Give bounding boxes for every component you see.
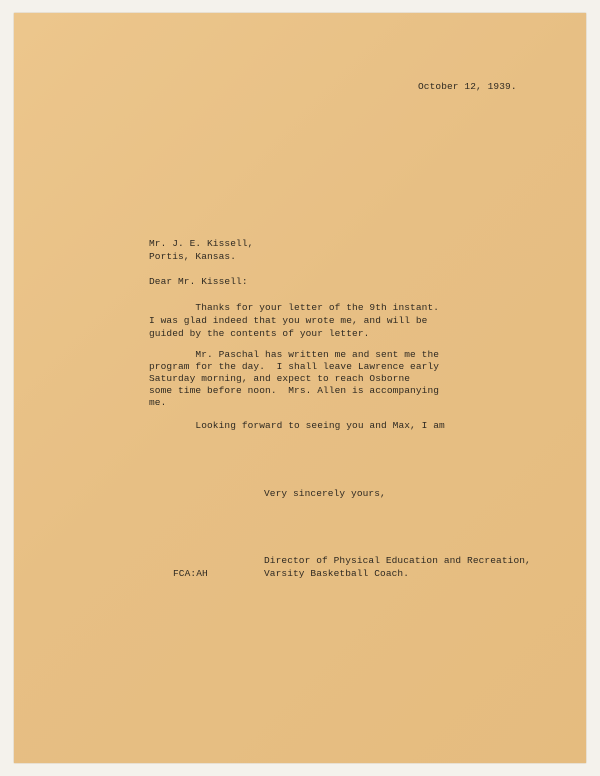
paragraph-2-line-1: Mr. Paschal has written me and sent me the: [149, 349, 440, 360]
paragraph-2-line-5: me.: [149, 397, 167, 408]
signature-title-line-1: Director of Physical Education and Recreation,: [264, 555, 531, 566]
paragraph-2-line-2: program for the day. I shall leave Lawrence early: [149, 361, 440, 372]
reference-initials: FCA:AH: [173, 568, 208, 579]
salutation: Dear Mr. Kissell:: [149, 276, 248, 287]
paragraph-1-line-3: guided by the contents of your letter.: [149, 328, 370, 339]
letter-date: October 12, 1939.: [418, 81, 517, 92]
recipient-address: Portis, Kansas.: [149, 251, 237, 262]
paragraph-3: Looking forward to seeing you and Max, I am: [149, 420, 445, 431]
paragraph-2-line-4: some time before noon. Mrs. Allen is accompanying: [149, 385, 440, 396]
complimentary-closing: Very sincerely yours,: [264, 488, 386, 499]
recipient-name: Mr. J. E. Kissell,: [149, 238, 254, 249]
paragraph-2-line-3: Saturday morning, and expect to reach Osborne: [149, 373, 411, 384]
signature-title-line-2: Varsity Basketball Coach.: [264, 568, 410, 579]
paragraph-1-line-2: I was glad indeed that you wrote me, and will be: [149, 315, 428, 326]
paragraph-1-line-1: Thanks for your letter of the 9th instant.: [149, 302, 440, 313]
letter-page: [14, 13, 586, 763]
